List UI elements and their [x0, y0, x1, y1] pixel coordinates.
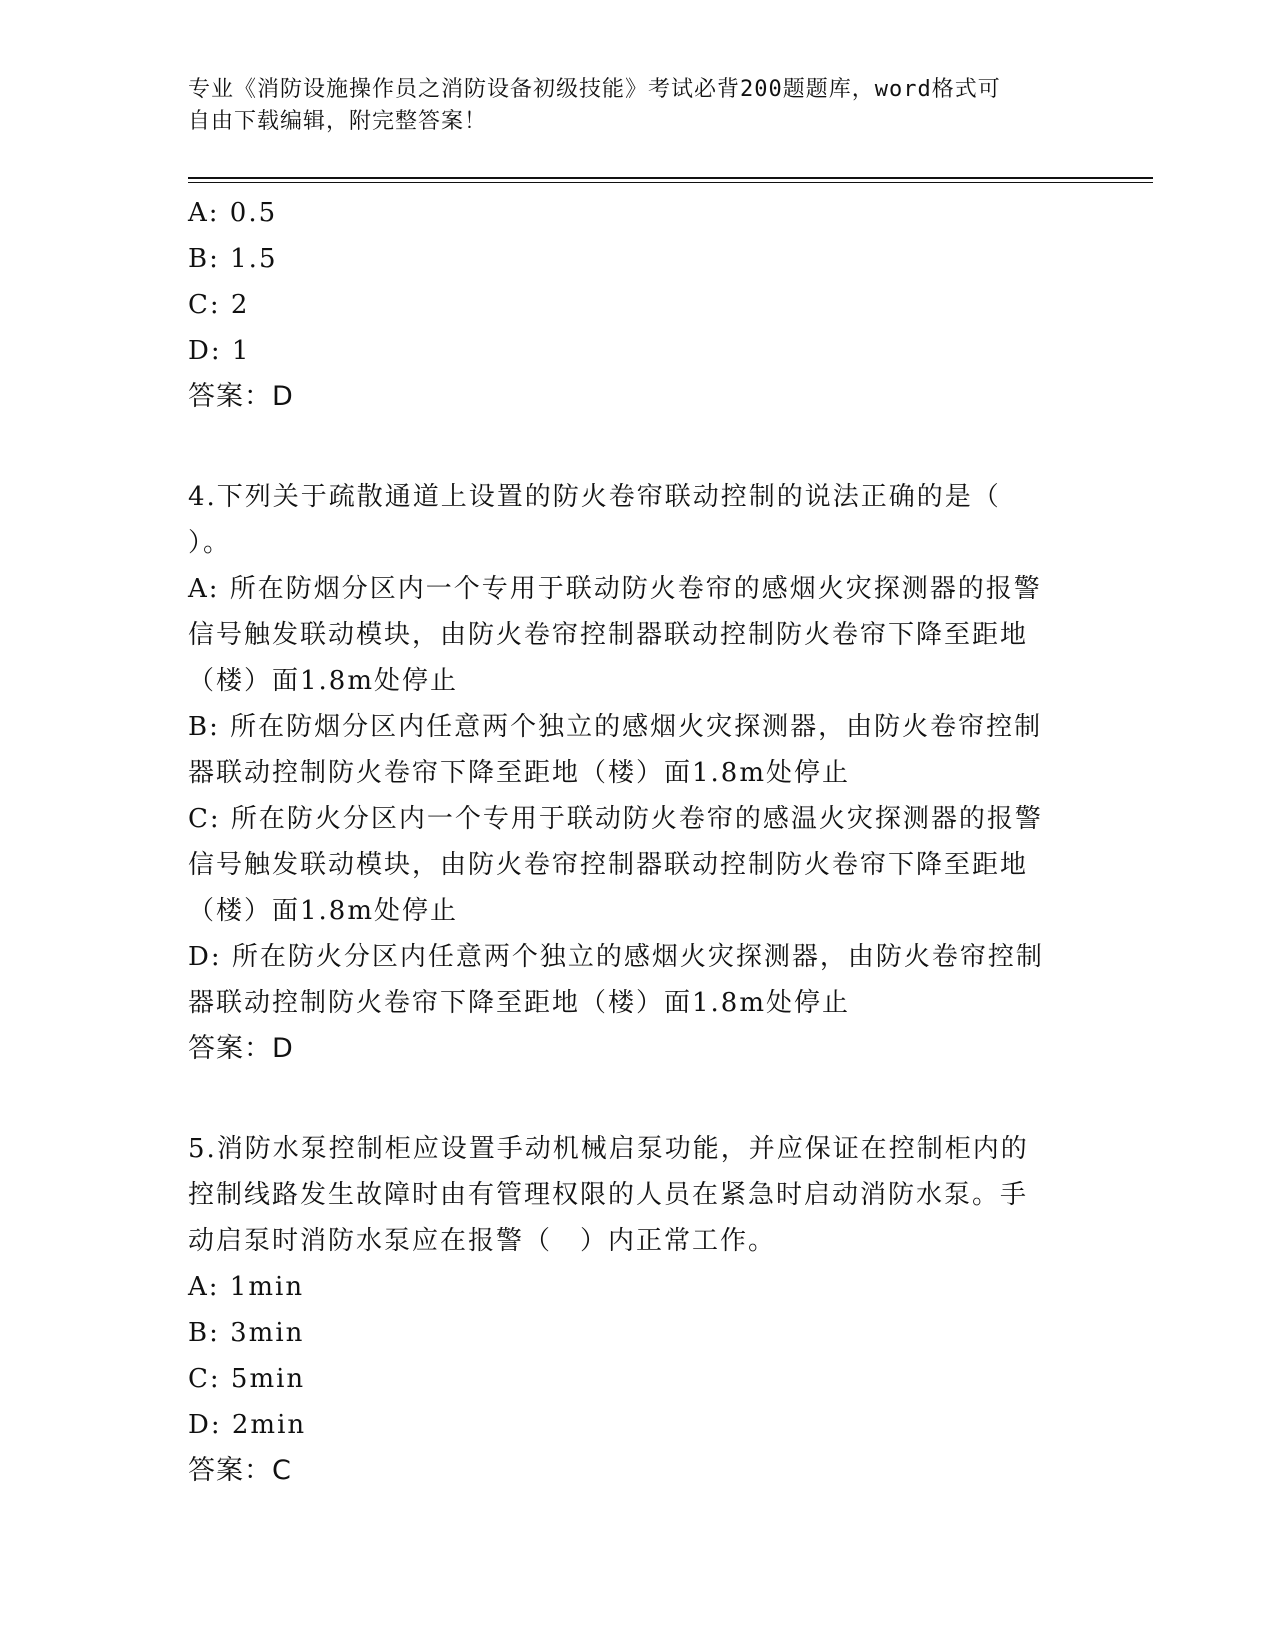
- q5-option-b: B: 3min: [188, 1318, 305, 1348]
- q4-option-d-line-2: 器联动控制防火卷帘下降至距地（楼）面1.8m处停止: [188, 988, 851, 1018]
- q4-stem-line-1: 4.下列关于疏散通道上设置的防火卷帘联动控制的说法正确的是（: [188, 482, 1001, 512]
- q5-stem-line-3: 动启泵时消防水泵应在报警（ ）内正常工作。: [188, 1226, 777, 1256]
- question-3: [188, 190, 1078, 420]
- q4-option-a-line-1: A: 所在防烟分区内一个专用于联动防火卷帘的感烟火灾探测器的报警: [188, 574, 1042, 604]
- q4-option-a-line-2: 信号触发联动模块，由防火卷帘控制器联动控制防火卷帘下降至距地: [188, 620, 1029, 650]
- q3-option-c: C: 2: [188, 290, 250, 320]
- q3-option-d: D: 1: [188, 336, 251, 366]
- q3-option-a: A: 0.5: [188, 198, 278, 228]
- q5-option-a: A: 1min: [188, 1272, 305, 1302]
- q4-option-c-line-2: 信号触发联动模块，由防火卷帘控制器联动控制防火卷帘下降至距地: [188, 850, 1029, 880]
- spacer: [188, 420, 1078, 474]
- q3-answer: 答案：D: [188, 381, 294, 412]
- document-header: [188, 74, 1068, 138]
- q4-option-a-line-3: （楼）面1.8m处停止: [188, 666, 459, 696]
- q5-stem-line-2: 控制线路发生故障时由有管理权限的人员在紧急时启动消防水泵。手: [188, 1180, 1029, 1210]
- q5-option-c: C: 5min: [188, 1364, 306, 1394]
- q4-answer: 答案：D: [188, 1033, 294, 1064]
- q4-option-b-line-2: 器联动控制防火卷帘下降至距地（楼）面1.8m处停止: [188, 758, 851, 788]
- q5-answer: 答案：C: [188, 1455, 292, 1486]
- q4-option-c-line-1: C: 所在防火分区内一个专用于联动防火卷帘的感温火灾探测器的报警: [188, 804, 1043, 834]
- q4-stem-line-2: ）。: [188, 528, 232, 558]
- q4-option-d-line-1: D: 所在防火分区内任意两个独立的感烟火灾探测器，由防火卷帘控制: [188, 942, 1044, 972]
- q5-stem-line-1: 5.消防水泵控制柜应设置手动机械启泵功能，并应保证在控制柜内的: [188, 1134, 1029, 1164]
- q3-option-b: B: 1.5: [188, 244, 278, 274]
- header-rule-thin: [188, 182, 1153, 183]
- question-4: [188, 474, 1078, 1072]
- question-content: [188, 190, 1078, 1494]
- q5-option-d: D: 2min: [188, 1410, 307, 1440]
- q4-option-c-line-3: （楼）面1.8m处停止: [188, 896, 459, 926]
- header-line-2: 自由下载编辑，附完整答案！: [188, 109, 488, 134]
- spacer: [188, 1072, 1078, 1126]
- header-line-1: 专业《消防设施操作员之消防设备初级技能》考试必背200题题库，word格式可: [188, 77, 1001, 102]
- q4-option-b-line-1: B: 所在防烟分区内任意两个独立的感烟火灾探测器，由防火卷帘控制: [188, 712, 1043, 742]
- question-5: [188, 1126, 1078, 1494]
- header-rule-thick: [188, 177, 1153, 179]
